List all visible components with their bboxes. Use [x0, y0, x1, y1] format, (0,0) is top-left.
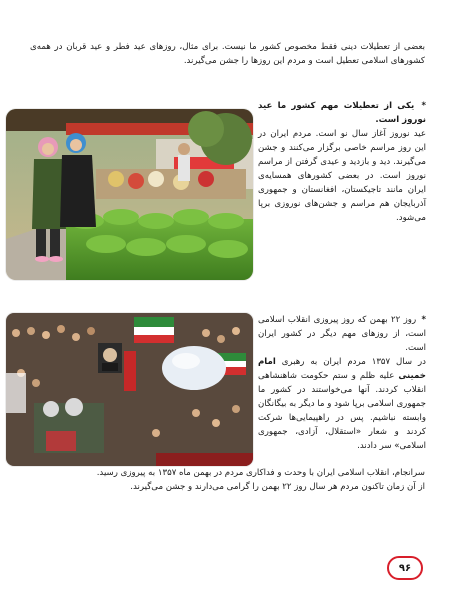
nowruz-heading: * یکی از تعطیلات مهم کشور ما عید نوروز است. [258, 101, 426, 125]
leader-name: امام خمینی [258, 357, 426, 381]
nowruz-section [258, 99, 426, 225]
conclusion-line-2: از آن زمان تاکنون مردم هر سال روز ۲۲ بهمن را گرامی می‌دارند و جشن می‌گیرند. [130, 482, 425, 492]
revolution-section [258, 313, 426, 453]
nowruz-market-photo [6, 109, 253, 280]
bullet-star-icon: * [421, 101, 426, 111]
conclusion-paragraph [30, 466, 425, 494]
intro-paragraph: بعضی از تعطیلات دینی فقط مخصوص کشور ما نیست. برای مثال، روزهای عید فطر و عید قربان در همه‌ی کشورهای اسلامی تعطیل است و مردم این روزها را جشن می‌گیرند. [30, 42, 425, 66]
page-number: ۹۶ [387, 556, 423, 580]
nowruz-market-illustration [6, 109, 253, 280]
revolution-rally-photo [6, 313, 253, 466]
revolution-lead: * روز ۲۲ بهمن که روز پیروزی انقلاب اسلامی است، از روزهای مهم دیگر در کشور ایران است. [258, 315, 427, 353]
revolution-body: در سال ۱۳۵۷ مردم ایران به رهبری امام خمینی علیه ظلم و ستم حکومت شاهنشاهی انقلاب کردند. آنها می‌خواستند در کشور ما جمهوری اسلامی برپا شود و ما دیگر به بیگانگان وابسته نباشیم. پس در راهپیمایی‌ها شرکت کردند و شعار «استقلال، آزادی، جمهوری اسلامی» سر دادند. [258, 357, 426, 451]
bullet-star-icon: * [421, 315, 427, 325]
conclusion-line-1: سرانجام، انقلاب اسلامی ایران با وحدت و فداکاری مردم در بهمن ماه ۱۳۵۷ به پیروزی رسید. [96, 468, 425, 478]
nowruz-body: عید نوروز آغاز سال نو است. مردم ایران در این روز مراسم خاصی برگزار می‌کنند و جشن می‌گیرند. دید و بازدید و عیدی گرفتن از مراسم نوروز است. در بعضی کشورهای همسایه‌ی ایران مانند تاجیکستان، افغانستان و جمهوری آذربایجان هم مراسم و جشن‌های نوروزی برپا می‌شود. [258, 129, 426, 223]
revolution-rally-illustration [6, 313, 253, 466]
